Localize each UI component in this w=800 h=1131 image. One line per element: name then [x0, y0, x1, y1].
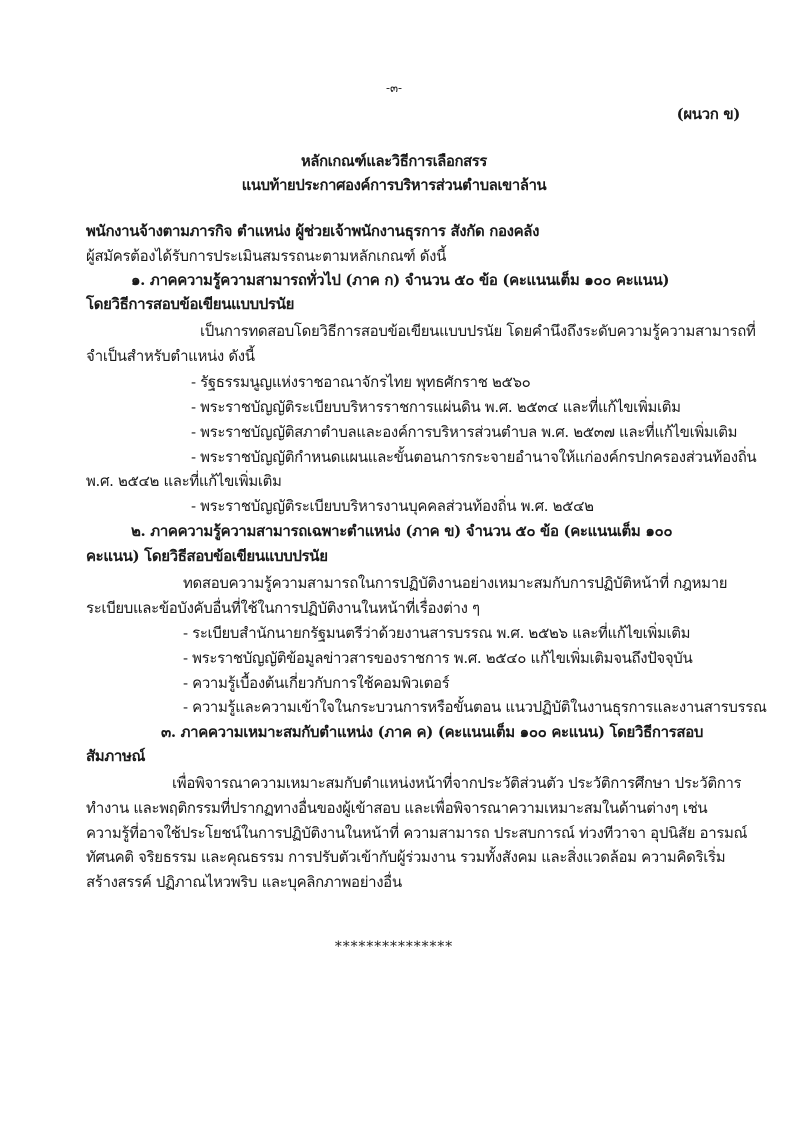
- section3-paragraph-line: ความรู้ที่อาจใช้ประโยชน์ในการปฏิบัติงานในหน้าที่ ความสามารถ ประสบการณ์ ท่วงทีวาจา อุปนิสัย อารมณ์: [86, 824, 748, 842]
- section1-item: - พระราชบัญญัติระเบียบบริหารราชการแผ่นดิน พ.ศ. ๒๕๓๔ และที่แก้ไขเพิ่มเติม: [191, 398, 681, 416]
- section1-description: เป็นการทดสอบโดยวิธีการสอบข้อเขียนแบบปรนัย โดยคำนึงถึงระดับความรู้ความสามารถที่: [200, 322, 756, 340]
- annex-label: (ผนวก ข): [676, 105, 740, 123]
- section1-item: - พระราชบัญญัติสภาตำบลและองค์การบริหารส่วนตำบล พ.ศ. ๒๕๓๗ และที่แก้ไขเพิ่มเติม: [191, 423, 738, 441]
- section3-heading-cont: สัมภาษณ์: [86, 747, 146, 765]
- section2-description: ทดสอบความรู้ความสามารถในการปฏิบัติงานอย่างเหมาะสมกับการปฏิบัติหน้าที่ กฎหมาย: [183, 574, 728, 592]
- section1-item: - พระราชบัญญัติระเบียบบริหารงานบุคคลส่วนท้องถิ่น พ.ศ. ๒๕๔๒: [191, 497, 594, 515]
- section2-description-cont: ระเบียบและข้อบังคับอื่นที่ใช้ในการปฏิบัติงานในหน้าที่เรื่องต่าง ๆ: [86, 599, 480, 617]
- document-subtitle: แนบท้ายประกาศองค์การบริหารส่วนตำบลเขาล้าน: [241, 176, 547, 194]
- section1-item-cont: พ.ศ. ๒๕๔๒ และที่แก้ไขเพิ่มเติม: [86, 472, 282, 490]
- section2-item: - ความรู้และความเข้าใจในกระบวนการหรือขั้นตอน แนวปฏิบัติในงานธุรการและงานสารบรรณ: [183, 698, 767, 716]
- section2-item: - ความรู้เบื้องต้นเกี่ยวกับการใช้คอมพิวเตอร์: [183, 674, 450, 692]
- position-line: พนักงานจ้างตามภารกิจ ตำแหน่ง ผู้ช่วยเจ้าพนักงานธุรการ สังกัด กองคลัง: [86, 222, 540, 240]
- intro-line: ผู้สมัครต้องได้รับการประเมินสมรรถนะตามหลักเกณฑ์ ดังนี้: [86, 247, 447, 265]
- section1-item: - รัฐธรรมนูญแห่งราชอาณาจักรไทย พุทธศักราช ๒๕๖๐: [191, 373, 531, 391]
- section2-heading-cont: คะแนน) โดยวิธีสอบข้อเขียนแบบปรนัย: [86, 547, 328, 565]
- page-number: -๓-: [385, 81, 403, 95]
- section2-item: - ระเบียบสำนักนายกรัฐมนตรีว่าด้วยงานสารบรรณ พ.ศ. ๒๕๒๖ และที่แก้ไขเพิ่มเติม: [183, 624, 691, 642]
- section3-paragraph-line: ทัศนคติ จริยธรรม และคุณธรรม การปรับตัวเข้ากับผู้ร่วมงาน รวมทั้งสังคม และสิ่งแวดล้อม ความคิดริเริ่ม: [86, 848, 726, 866]
- section3-heading: ๓. ภาคความเหมาะสมกับตำแหน่ง (ภาค ค) (คะแนนเต็ม ๑๐๐ คะแนน) โดยวิธีการสอบ: [161, 723, 704, 741]
- document-title: หลักเกณฑ์และวิธีการเลือกสรร: [301, 152, 487, 170]
- footer-stars: ***************: [334, 939, 454, 955]
- section3-paragraph-line: ทำงาน และพฤติกรรมที่ปรากฏทางอื่นของผู้เข้าสอบ และเพื่อพิจารณาความเหมาะสมในด้านต่างๆ เช่น: [86, 799, 708, 817]
- section2-heading: ๒. ภาคความรู้ความสามารถเฉพาะตำแหน่ง (ภาค ข) จำนวน ๕๐ ข้อ (คะแนนเต็ม ๑๐๐: [131, 522, 673, 540]
- section3-paragraph-line: สร้างสรรค์ ปฏิภาณไหวพริบ และบุคลิกภาพอย่างอื่น: [86, 873, 402, 891]
- section3-paragraph-line: เพื่อพิจารณาความเหมาะสมกับตำแหน่งหน้าที่จากประวัติส่วนตัว ประวัติการศึกษา ประวัติการ: [172, 774, 742, 792]
- section1-item: - พระราชบัญญัติกำหนดแผนและขั้นตอนการกระจายอำนาจให้แก่องค์กรปกครองส่วนท้องถิ่น: [191, 448, 757, 466]
- section1-heading: ๑. ภาคความรู้ความสามารถทั่วไป (ภาค ก) จำนวน ๕๐ ข้อ (คะแนนเต็ม ๑๐๐ คะแนน): [131, 271, 670, 289]
- section2-item: - พระราชบัญญัติข้อมูลข่าวสารของราชการ พ.ศ. ๒๕๔๐ แก้ไขเพิ่มเติมจนถึงปัจจุบัน: [183, 649, 693, 667]
- section1-description-cont: จำเป็นสำหรับตำแหน่ง ดังนี้: [86, 347, 255, 365]
- section1-heading-cont: โดยวิธีการสอบข้อเขียนแบบปรนัย: [86, 295, 295, 313]
